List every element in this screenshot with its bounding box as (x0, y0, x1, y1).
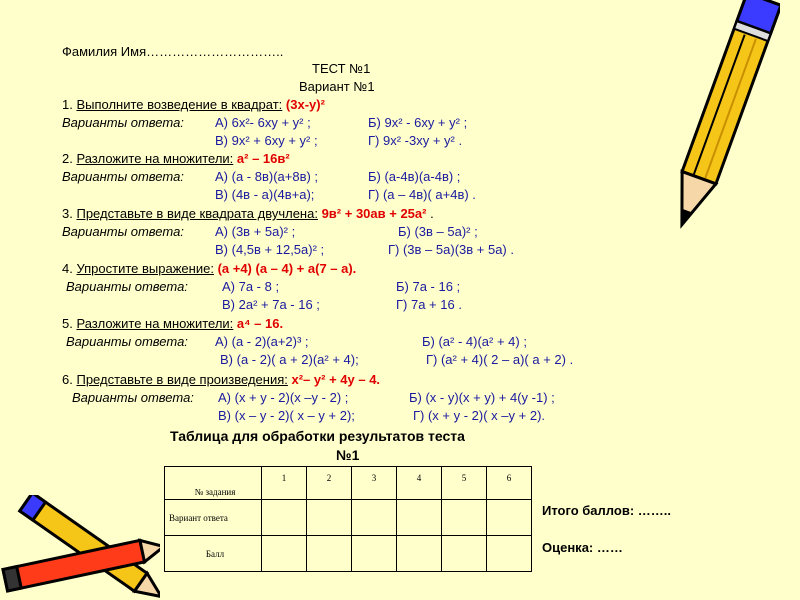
column-header: 6 (487, 467, 532, 500)
table-row (165, 467, 532, 500)
option-3c: В) (4,5в + 12,5а)² ; (215, 242, 325, 257)
option-1d: Г) 9х² -3ху + у² . (368, 133, 463, 148)
option-3a: А) (3в + 5а)² ; (215, 224, 296, 239)
question-6: 6. Представьте в виде произведения: х²– у² + 4у – 4. (62, 372, 381, 387)
answer-label: Варианты ответа: (62, 115, 184, 130)
option-5d: Г) (а² + 4)( 2 – а)( а + 2) . (426, 352, 574, 367)
option-4b: Б) 7а - 16 ; (396, 279, 461, 294)
table-cell[interactable] (307, 536, 352, 572)
row-header-answer: Вариант ответа (165, 500, 262, 536)
answer-label: Варианты ответа: (66, 334, 188, 349)
answer-label: Варианты ответа: (62, 169, 184, 184)
table-cell[interactable] (262, 500, 307, 536)
option-6a: А) (х + у - 2)(х –у - 2) ; (218, 390, 349, 405)
option-6c: В) (х – у - 2)( х – у + 2); (218, 408, 355, 423)
results-table (164, 466, 532, 572)
row-header-task-number: № задания (165, 467, 262, 500)
name-line: Фамилия Имя………………………….. (62, 44, 284, 59)
column-header: 5 (442, 467, 487, 500)
question-4: 4. Упростите выражение: (а +4) (а – 4) + а(7 – а). (62, 261, 357, 276)
test-title: ТЕСТ №1 (312, 61, 371, 76)
column-header: 2 (307, 467, 352, 500)
table-row (165, 500, 532, 536)
option-5a: А) (а - 2)(а+2)³ ; (215, 334, 309, 349)
column-header: 1 (262, 467, 307, 500)
table-cell[interactable] (442, 500, 487, 536)
option-4a: А) 7а - 8 ; (222, 279, 280, 294)
grade-label: Оценка: …… (542, 540, 623, 555)
option-1c: В) 9х² + 6ху + у² ; (215, 133, 318, 148)
question-5: 5. Разложите на множители: а⁴ – 16. (62, 316, 284, 331)
table-cell[interactable] (352, 536, 397, 572)
pencil-top-right-icon (650, 0, 780, 250)
question-2: 2. Разложите на множители: а² – 16в² (62, 151, 290, 166)
table-cell[interactable] (262, 536, 307, 572)
table-cell[interactable] (442, 536, 487, 572)
option-3d: Г) (3в – 5а)(3в + 5а) . (388, 242, 514, 257)
table-cell[interactable] (307, 500, 352, 536)
answer-label: Варианты ответа: (62, 224, 184, 239)
option-6b: Б) (х - у)(х + у) + 4(у -1) ; (409, 390, 555, 405)
option-2a: А) (а - 8в)(а+8в) ; (215, 169, 319, 184)
table-cell[interactable] (487, 500, 532, 536)
option-4c: В) 2а² + 7а - 16 ; (222, 297, 320, 312)
question-3: 3. Представьте в виде квадрата двучлена: 9в² + 30ав + 25а² . (62, 206, 434, 221)
column-header: 4 (397, 467, 442, 500)
option-4d: Г) 7а + 16 . (396, 297, 462, 312)
total-score-label: Итого баллов: …….. (542, 503, 671, 518)
option-5b: Б) (а² - 4)(а² + 4) ; (422, 334, 527, 349)
option-2b: Б) (а-4в)(а-4в) ; (368, 169, 461, 184)
variant-title: Вариант №1 (299, 79, 375, 94)
row-header-score: Балл (165, 536, 262, 572)
table-cell[interactable] (352, 500, 397, 536)
table-title-number: №1 (336, 447, 360, 463)
option-1b: Б) 9х² - 6ху + у² ; (368, 115, 468, 130)
table-cell[interactable] (397, 500, 442, 536)
answer-label: Варианты ответа: (72, 390, 194, 405)
option-2d: Г) (а – 4в)( а+4в) . (368, 187, 476, 202)
pencil-bottom-left-icon (0, 495, 160, 600)
option-5c: В) (а - 2)( а + 2)(а² + 4); (220, 352, 359, 367)
option-3b: Б) (3в – 5а)² ; (398, 224, 478, 239)
option-2c: В) (4в - а)(4в+а); (215, 187, 315, 202)
column-header: 3 (352, 467, 397, 500)
option-1a: А) 6х²- 6ху + у² ; (215, 115, 311, 130)
option-6d: Г) (х + у - 2)( х –у + 2). (413, 408, 546, 423)
table-cell[interactable] (397, 536, 442, 572)
table-cell[interactable] (487, 536, 532, 572)
table-row (165, 536, 532, 572)
table-title: Таблица для обработки результатов теста (170, 428, 465, 444)
answer-label: Варианты ответа: (66, 279, 188, 294)
question-1: 1. Выполните возведение в квадрат: (3х-у)² (62, 97, 325, 112)
